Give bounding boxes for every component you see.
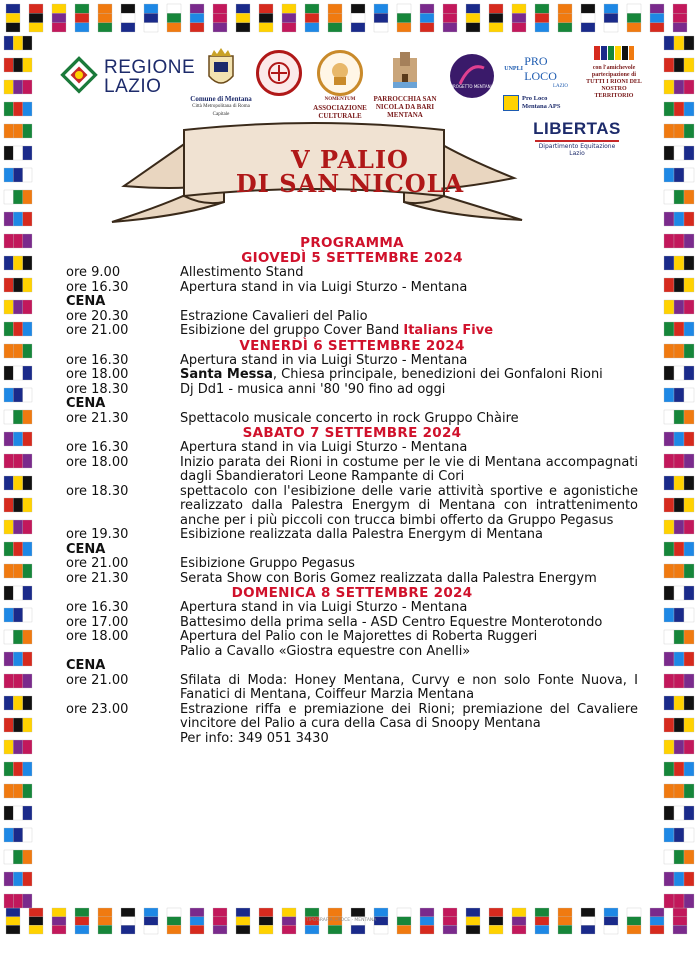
program <box>66 236 638 746</box>
event-time: ore 18.30 <box>66 381 129 397</box>
event-row <box>66 412 638 427</box>
border-flag <box>673 908 687 934</box>
cena-label: CENA <box>66 658 106 673</box>
regione-lazio-emblem-icon <box>60 56 98 94</box>
border-flag <box>664 542 694 556</box>
border-flag <box>4 784 32 798</box>
event-description <box>180 485 638 529</box>
event-description <box>180 528 638 543</box>
border-flag <box>664 190 694 204</box>
event-text: Esibizione realizzata dalla Palestra Energym di Mentana <box>180 527 543 542</box>
border-flag <box>664 80 694 94</box>
event-description <box>180 703 638 732</box>
border-flag <box>236 908 250 934</box>
border-flag <box>328 4 342 32</box>
border-flag <box>664 718 694 732</box>
border-flag <box>664 498 694 512</box>
event-description <box>180 281 638 296</box>
event-row <box>66 630 638 645</box>
border-flag <box>4 432 32 446</box>
border-flag <box>4 80 32 94</box>
libertas-sub: Dipartimento Equitazione Lazio <box>538 143 616 157</box>
border-flag <box>121 4 135 32</box>
regione-lazio-logo <box>60 56 196 98</box>
event-row <box>66 383 638 398</box>
border-flag <box>466 4 480 32</box>
border-flag <box>4 542 32 556</box>
proloco-mentana-icon <box>503 95 519 111</box>
proloco-logo-text: PRO LOCO <box>524 54 557 83</box>
border-flag <box>664 432 694 446</box>
event-description <box>180 456 638 485</box>
event-description <box>180 266 638 281</box>
event-text: Esibizione Gruppo Pegasus <box>180 556 355 571</box>
border-flag <box>4 190 32 204</box>
border-flag <box>29 4 43 32</box>
border-flag <box>4 146 32 160</box>
border-flag <box>4 388 32 402</box>
event-row <box>66 528 638 543</box>
event-text: Apertura stand in via Luigi Sturzo - Mentana <box>180 440 468 455</box>
border-flag <box>4 520 32 534</box>
event-row <box>66 310 638 325</box>
border-flag <box>535 908 549 934</box>
event-time: ore 16.30 <box>66 352 129 368</box>
event-description <box>180 601 638 616</box>
border-flag <box>397 4 411 32</box>
unpli-label: UNPLI <box>504 66 523 72</box>
event-description <box>180 732 638 747</box>
event-text: Battesimo della prima sella - ASD Centro Equestre Monterotondo <box>180 614 603 630</box>
border-flag <box>4 256 32 270</box>
day-heading: GIOVEDÌ 5 SETTEMBRE 2024 <box>241 250 463 266</box>
border-flag <box>664 630 694 644</box>
border-flag <box>259 908 273 934</box>
event-text: Per info: 349 051 3430 <box>180 730 329 746</box>
comune-mentana-logo <box>188 48 254 119</box>
border-flag <box>6 4 20 32</box>
proloco-sub: LAZIO <box>553 84 568 89</box>
event-row <box>66 485 638 529</box>
border-flag <box>512 4 526 32</box>
event-description <box>180 310 638 325</box>
event-description <box>180 557 638 572</box>
event-time: ore 21.30 <box>66 410 129 426</box>
nomentum-seal-icon <box>317 50 363 96</box>
border-flag <box>4 850 32 864</box>
border-flag <box>664 894 694 908</box>
rioni-note: con l'amichevole partecipazione di TUTTI I RIONI DEL NOSTRO TERRITORIO <box>586 65 642 99</box>
border-flag <box>664 784 694 798</box>
day-heading: VENERDÌ 6 SETTEMBRE 2024 <box>239 337 465 354</box>
border-flag <box>664 388 694 402</box>
event-time: ore 21.00 <box>66 672 129 688</box>
event-row <box>66 281 638 296</box>
proloco-name: Pro Loco Mentana APS <box>522 95 561 110</box>
border-flag <box>4 344 32 358</box>
event-text: Inizio parata dei Rioni in costume per le vie di Mentana accompagnati dagli Sbandieratori Leone Rampante di Cori <box>180 454 638 484</box>
border-flag <box>4 740 32 754</box>
border-flag <box>75 908 89 934</box>
border-flag <box>581 908 595 934</box>
event-text: spettacolo con l'esibizione delle varie attività sportive e agonistiche realizzato dalla Palestra Energym di Mentana con intrattenimento anche per i più piccoli con trucca bimbi offerto da Gruppo Pegasus <box>180 483 638 528</box>
event-time: ore 16.30 <box>66 279 129 295</box>
border-flag <box>4 58 32 72</box>
border-flag <box>52 908 66 934</box>
progetto-text: PROGETTO MENTANA <box>450 84 494 89</box>
event-text: Apertura stand in via Luigi Sturzo - Mentana <box>180 600 468 615</box>
event-description <box>180 572 638 587</box>
border-flag <box>190 4 204 32</box>
border-flag <box>213 908 227 934</box>
program-heading: PROGRAMMA <box>300 235 404 251</box>
event-text: Serata Show con Boris Gomez realizzata dalla Palestra Energym <box>180 570 597 586</box>
libertas-logo <box>531 119 623 157</box>
border-flag <box>627 908 641 934</box>
border-flag <box>282 908 296 934</box>
border-flag <box>443 4 457 32</box>
progetto-mentana-icon <box>450 54 494 98</box>
border-flag <box>4 608 32 622</box>
border-flag <box>581 4 595 32</box>
border-flag <box>4 828 32 842</box>
event-row <box>66 456 638 485</box>
border-flag <box>664 410 694 424</box>
event-time: ore 23.00 <box>66 701 129 717</box>
border-flag <box>4 212 32 226</box>
event-time: ore 20.30 <box>66 308 129 324</box>
border-flag <box>29 908 43 934</box>
event-time: ore 21.30 <box>66 570 129 586</box>
border-flag <box>664 256 694 270</box>
event-description <box>180 324 638 339</box>
event-row <box>66 572 638 587</box>
event-description <box>180 616 638 631</box>
border-flag <box>664 36 694 50</box>
day-heading: SABATO 7 SETTEMBRE 2024 <box>242 425 462 441</box>
border-flag <box>664 740 694 754</box>
event-description <box>180 630 638 645</box>
border-flag <box>664 300 694 314</box>
event-row <box>66 732 638 747</box>
event-text: Sfilata di Moda: Honey Mentana, Curvy e non solo Fonte Nuova, I Fanatici di Mentana, Coiffeur Marzia Mentana <box>180 672 638 702</box>
progetto-mentana-logo <box>448 54 496 98</box>
event-time: ore 17.00 <box>66 614 129 630</box>
border-flag <box>664 872 694 886</box>
event-text: Esibizione del gruppo Cover Band <box>180 323 404 338</box>
event-time: ore 21.00 <box>66 556 129 571</box>
border-flag <box>627 4 641 32</box>
border-flag <box>558 908 572 934</box>
event-row <box>66 557 638 572</box>
border-flag <box>664 652 694 666</box>
border-flag <box>4 454 32 468</box>
border-flag <box>4 630 32 644</box>
border-flag <box>4 872 32 886</box>
border-flag <box>4 278 32 292</box>
rioni-logo <box>585 46 643 100</box>
event-row <box>66 674 638 703</box>
border-flag <box>167 908 181 934</box>
event-row <box>66 703 638 732</box>
border-flag <box>213 4 227 32</box>
parrocchia-label: PARROCCHIA SAN NICOLA DA BARI MENTANA <box>373 95 437 119</box>
border-flag <box>664 102 694 116</box>
event-description <box>180 354 638 369</box>
event-time: ore 16.30 <box>66 600 129 615</box>
border-flag <box>4 718 32 732</box>
border-flag <box>664 234 694 248</box>
border-flag <box>420 908 434 934</box>
comune-crest-icon <box>206 48 236 90</box>
event-time: ore 19.30 <box>66 527 129 542</box>
parrocchia-logo <box>368 52 442 119</box>
event-text: Spettacolo musicale concerto in rock Gruppo Chàire <box>180 410 519 426</box>
border-flag <box>351 4 365 32</box>
border-flag <box>4 234 32 248</box>
proloco-logo <box>503 54 581 111</box>
border-flag <box>259 4 273 32</box>
border-flag <box>4 564 32 578</box>
event-text: Allestimento Stand <box>180 265 304 280</box>
title-line2: DI SAN NICOLA <box>235 169 465 198</box>
border-flag <box>664 322 694 336</box>
border-flag <box>664 674 694 688</box>
border-flag <box>4 586 32 600</box>
border-flag <box>466 908 480 934</box>
event-row <box>66 368 638 383</box>
border-flag <box>98 908 112 934</box>
event-time <box>66 732 180 747</box>
border-flag <box>52 4 66 32</box>
border-flag <box>4 498 32 512</box>
border-flag <box>664 608 694 622</box>
border-flag <box>282 4 296 32</box>
event-time: ore 18.00 <box>66 454 129 470</box>
cena-label: CENA <box>66 541 106 557</box>
event-time: ore 18.00 <box>66 629 129 644</box>
border-flag <box>167 4 181 32</box>
border-flag <box>144 908 158 934</box>
event-time: ore 18.30 <box>66 483 129 499</box>
border-flag <box>121 908 135 934</box>
border-flag <box>650 908 664 934</box>
border-flag <box>4 652 32 666</box>
border-flag <box>489 908 503 934</box>
footer-credit: TIPOGRAFIA CROCE · MENTANA <box>306 918 377 923</box>
border-flag <box>236 4 250 32</box>
border-flag <box>664 828 694 842</box>
lazio-label: LAZIO <box>104 76 162 97</box>
border-flag <box>489 4 503 32</box>
border-flag <box>535 4 549 32</box>
border-flag <box>190 908 204 934</box>
event-description <box>180 645 638 660</box>
border-flag <box>443 908 457 934</box>
event-description <box>180 412 638 427</box>
border-flag <box>664 586 694 600</box>
border-flag <box>4 762 32 776</box>
border-flag <box>4 894 32 908</box>
libertas-divider <box>535 140 619 142</box>
border-flag <box>664 278 694 292</box>
event-text: Apertura del Palio con le Majorettes di Roberta Ruggeri <box>180 629 538 644</box>
regione-label: REGIONE <box>104 57 196 78</box>
event-time: ore 9.00 <box>66 265 121 280</box>
border-flag <box>4 124 32 138</box>
border-flag <box>6 908 20 934</box>
border-flag <box>664 476 694 490</box>
event-row <box>66 441 638 456</box>
border-flag <box>558 4 572 32</box>
palio-seal-logo <box>254 50 304 96</box>
border-flag <box>75 4 89 32</box>
event-title <box>200 145 500 198</box>
event-row <box>66 324 638 339</box>
event-description <box>180 383 638 398</box>
border-flag <box>664 344 694 358</box>
event-highlight: Italians Five <box>403 323 494 338</box>
border-flag <box>664 806 694 820</box>
event-description <box>180 441 638 456</box>
border-flag <box>650 4 664 32</box>
border-flag <box>673 4 687 32</box>
event-description <box>180 368 638 383</box>
cena-label: CENA <box>66 396 106 411</box>
border-flag <box>98 4 112 32</box>
event-row <box>66 601 638 616</box>
border-flag <box>664 168 694 182</box>
border-flag <box>4 696 32 710</box>
border-flag <box>4 806 32 820</box>
title-line1: V PALIO <box>291 145 409 174</box>
border-flag <box>4 168 32 182</box>
event-description <box>180 674 638 703</box>
border-flag <box>604 4 618 32</box>
event-text: Apertura stand in via Luigi Sturzo - Mentana <box>180 279 468 295</box>
event-text: Estrazione riffa e premiazione dei Rioni; premiazione del Cavaliere vincitore del Palio a cura della Casa di Snoopy Mentana <box>180 701 638 731</box>
border-flag <box>664 212 694 226</box>
event-row <box>66 354 638 369</box>
border-flag <box>664 124 694 138</box>
event-text: Palio a Cavallo «Giostra equestre con Anelli» <box>180 643 471 659</box>
event-time <box>66 645 180 660</box>
cena-label: CENA <box>66 294 106 309</box>
border-flag <box>420 4 434 32</box>
border-flag <box>374 4 388 32</box>
border-flag <box>397 908 411 934</box>
border-flag <box>664 454 694 468</box>
border-flag <box>664 58 694 72</box>
event-time: ore 18.00 <box>66 367 129 382</box>
day-heading: DOMENICA 8 SETTEMBRE 2024 <box>231 585 473 601</box>
border-flag <box>4 36 32 50</box>
event-text: Apertura stand in via Luigi Sturzo - Mentana <box>180 352 468 368</box>
event-row <box>66 266 638 281</box>
border-flag <box>4 300 32 314</box>
border-flag <box>4 410 32 424</box>
border-flag <box>664 366 694 380</box>
border-flag <box>664 520 694 534</box>
comune-sub: Città Metropolitana di Roma Capitale <box>192 104 250 117</box>
border-flag <box>144 4 158 32</box>
border-flag <box>664 762 694 776</box>
event-row <box>66 616 638 631</box>
event-bold-text: Santa Messa <box>180 367 273 382</box>
event-text: , Chiesa principale, benedizioni dei Gonfaloni Rioni <box>272 367 603 382</box>
rioni-flags-icon <box>594 46 634 60</box>
border-flag <box>4 476 32 490</box>
border-flag <box>512 908 526 934</box>
associazione-label: ASSOCIAZIONE CULTURALE <box>313 104 367 120</box>
event-row <box>66 645 638 660</box>
border-flag <box>4 102 32 116</box>
event-text: Dj Dd1 - musica anni '80 '90 fino ad oggi <box>180 381 446 397</box>
comune-name: Comune di Mentana <box>190 95 252 103</box>
border-flag <box>305 4 319 32</box>
border-flag <box>604 908 618 934</box>
event-time: ore 16.30 <box>66 440 129 455</box>
church-icon <box>390 52 420 90</box>
event-text: Estrazione Cavalieri del Palio <box>180 308 368 324</box>
nomentum-label: NOMENTUM <box>324 97 356 102</box>
palio-seal-icon <box>256 50 302 96</box>
border-flag <box>4 674 32 688</box>
border-flag <box>4 366 32 380</box>
border-flag <box>664 564 694 578</box>
event-time: ore 21.00 <box>66 323 129 338</box>
border-flag <box>664 696 694 710</box>
border-flag <box>664 850 694 864</box>
border-flag <box>664 146 694 160</box>
border-flag <box>4 322 32 336</box>
libertas-label: LIBERTAS <box>533 119 621 138</box>
nomentum-logo <box>310 50 370 120</box>
